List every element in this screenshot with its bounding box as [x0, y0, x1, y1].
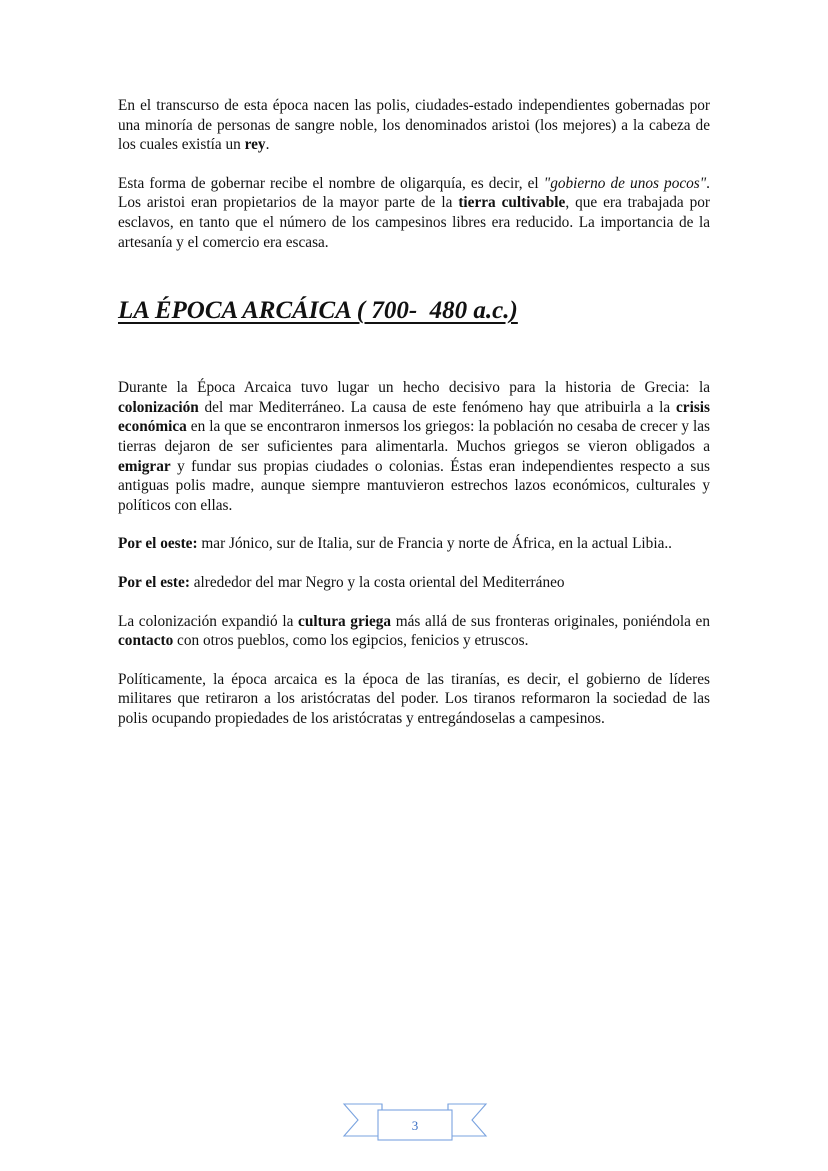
text-segment: En el transcurso de esta época nacen las polis, ciudades-estado independientes gobernadas por una minoría de personas de sangre noble, los denominados aristoi (los mejores) a la cabeza de los cuales existía un	[118, 97, 710, 154]
bold-text: rey	[244, 136, 266, 154]
text-segment: Durante la Época Arcaica tuvo lugar un hecho decisivo para la historia de Grecia: la	[118, 379, 710, 397]
bold-text: emigrar	[118, 457, 171, 475]
page-number: 3	[411, 1118, 419, 1133]
paragraph	[118, 670, 710, 729]
bold-text: colonización	[118, 398, 199, 416]
bold-text: contacto	[118, 632, 174, 650]
text-segment: Esta forma de gobernar recibe el nombre de oligarquía, es decir, el	[118, 174, 544, 192]
text-segment: La colonización expandió la	[118, 612, 299, 630]
paragraph	[118, 96, 710, 155]
paragraph	[118, 534, 710, 554]
paragraph	[118, 612, 710, 651]
archaic-period-section	[118, 378, 710, 728]
paragraph	[118, 174, 710, 252]
text-segment: más allá de sus fronteras originales, poniéndola en	[391, 612, 710, 630]
section-heading: LA ÉPOCA ARCÁICA ( 700- 480 a.c.)	[118, 297, 518, 325]
document-body	[118, 96, 710, 728]
bold-text: Por el oeste:	[118, 535, 198, 553]
bold-text: tierra cultivable	[458, 194, 566, 212]
text-segment: alrededor del mar Negro y la costa oriental del Mediterráneo	[189, 573, 565, 591]
text-segment: y fundar sus propias ciudades o colonias. Éstas eran independientes respecto a sus antiguas polis madre, aunque siempre mantuvieron estrechos lazos económicos, culturales y políticos con ellas.	[118, 457, 710, 514]
text-segment: con otros pueblos, como los egipcios, fenicios y etruscos.	[173, 632, 529, 650]
text-segment: . Los aristoi eran propietarios de la mayor parte de la	[118, 174, 710, 212]
paragraph	[118, 378, 710, 515]
bold-text: crisis económica	[118, 398, 710, 436]
text-segment: .	[265, 136, 270, 154]
paragraph	[118, 573, 710, 593]
italic-text: "gobierno de unos pocos"	[543, 174, 707, 192]
text-segment: Políticamente, la época arcaica es la época de las tiranías, es decir, el gobierno de líderes militares que retiraron a los aristócratas del poder. Los tiranos reformaron la sociedad de las polis ocupando propiedades de los aristócratas y entregándoselas a campesinos.	[118, 670, 710, 727]
text-segment: del mar Mediterráneo. La causa de este fenómeno hay que atribuirla a la	[198, 398, 676, 416]
text-segment: mar Jónico, sur de Italia, sur de Francia y norte de África, en la actual Libia..	[197, 535, 673, 553]
intro-section	[118, 96, 710, 252]
bold-text: cultura griega	[298, 612, 392, 630]
bold-text: Por el este:	[118, 573, 190, 591]
page-footer	[342, 1100, 488, 1144]
text-segment: en la que se encontraron inmersos los griegos: la población no cesaba de crecer y las tierras dejaron de ser suficientes para alimentarla. Muchos griegos se vieron obligados a	[118, 418, 710, 455]
text-segment: , que era trabajada por esclavos, en tanto que el número de los campesinos libres era reducido. La importancia de la artesanía y el comercio era escasa.	[118, 194, 711, 251]
